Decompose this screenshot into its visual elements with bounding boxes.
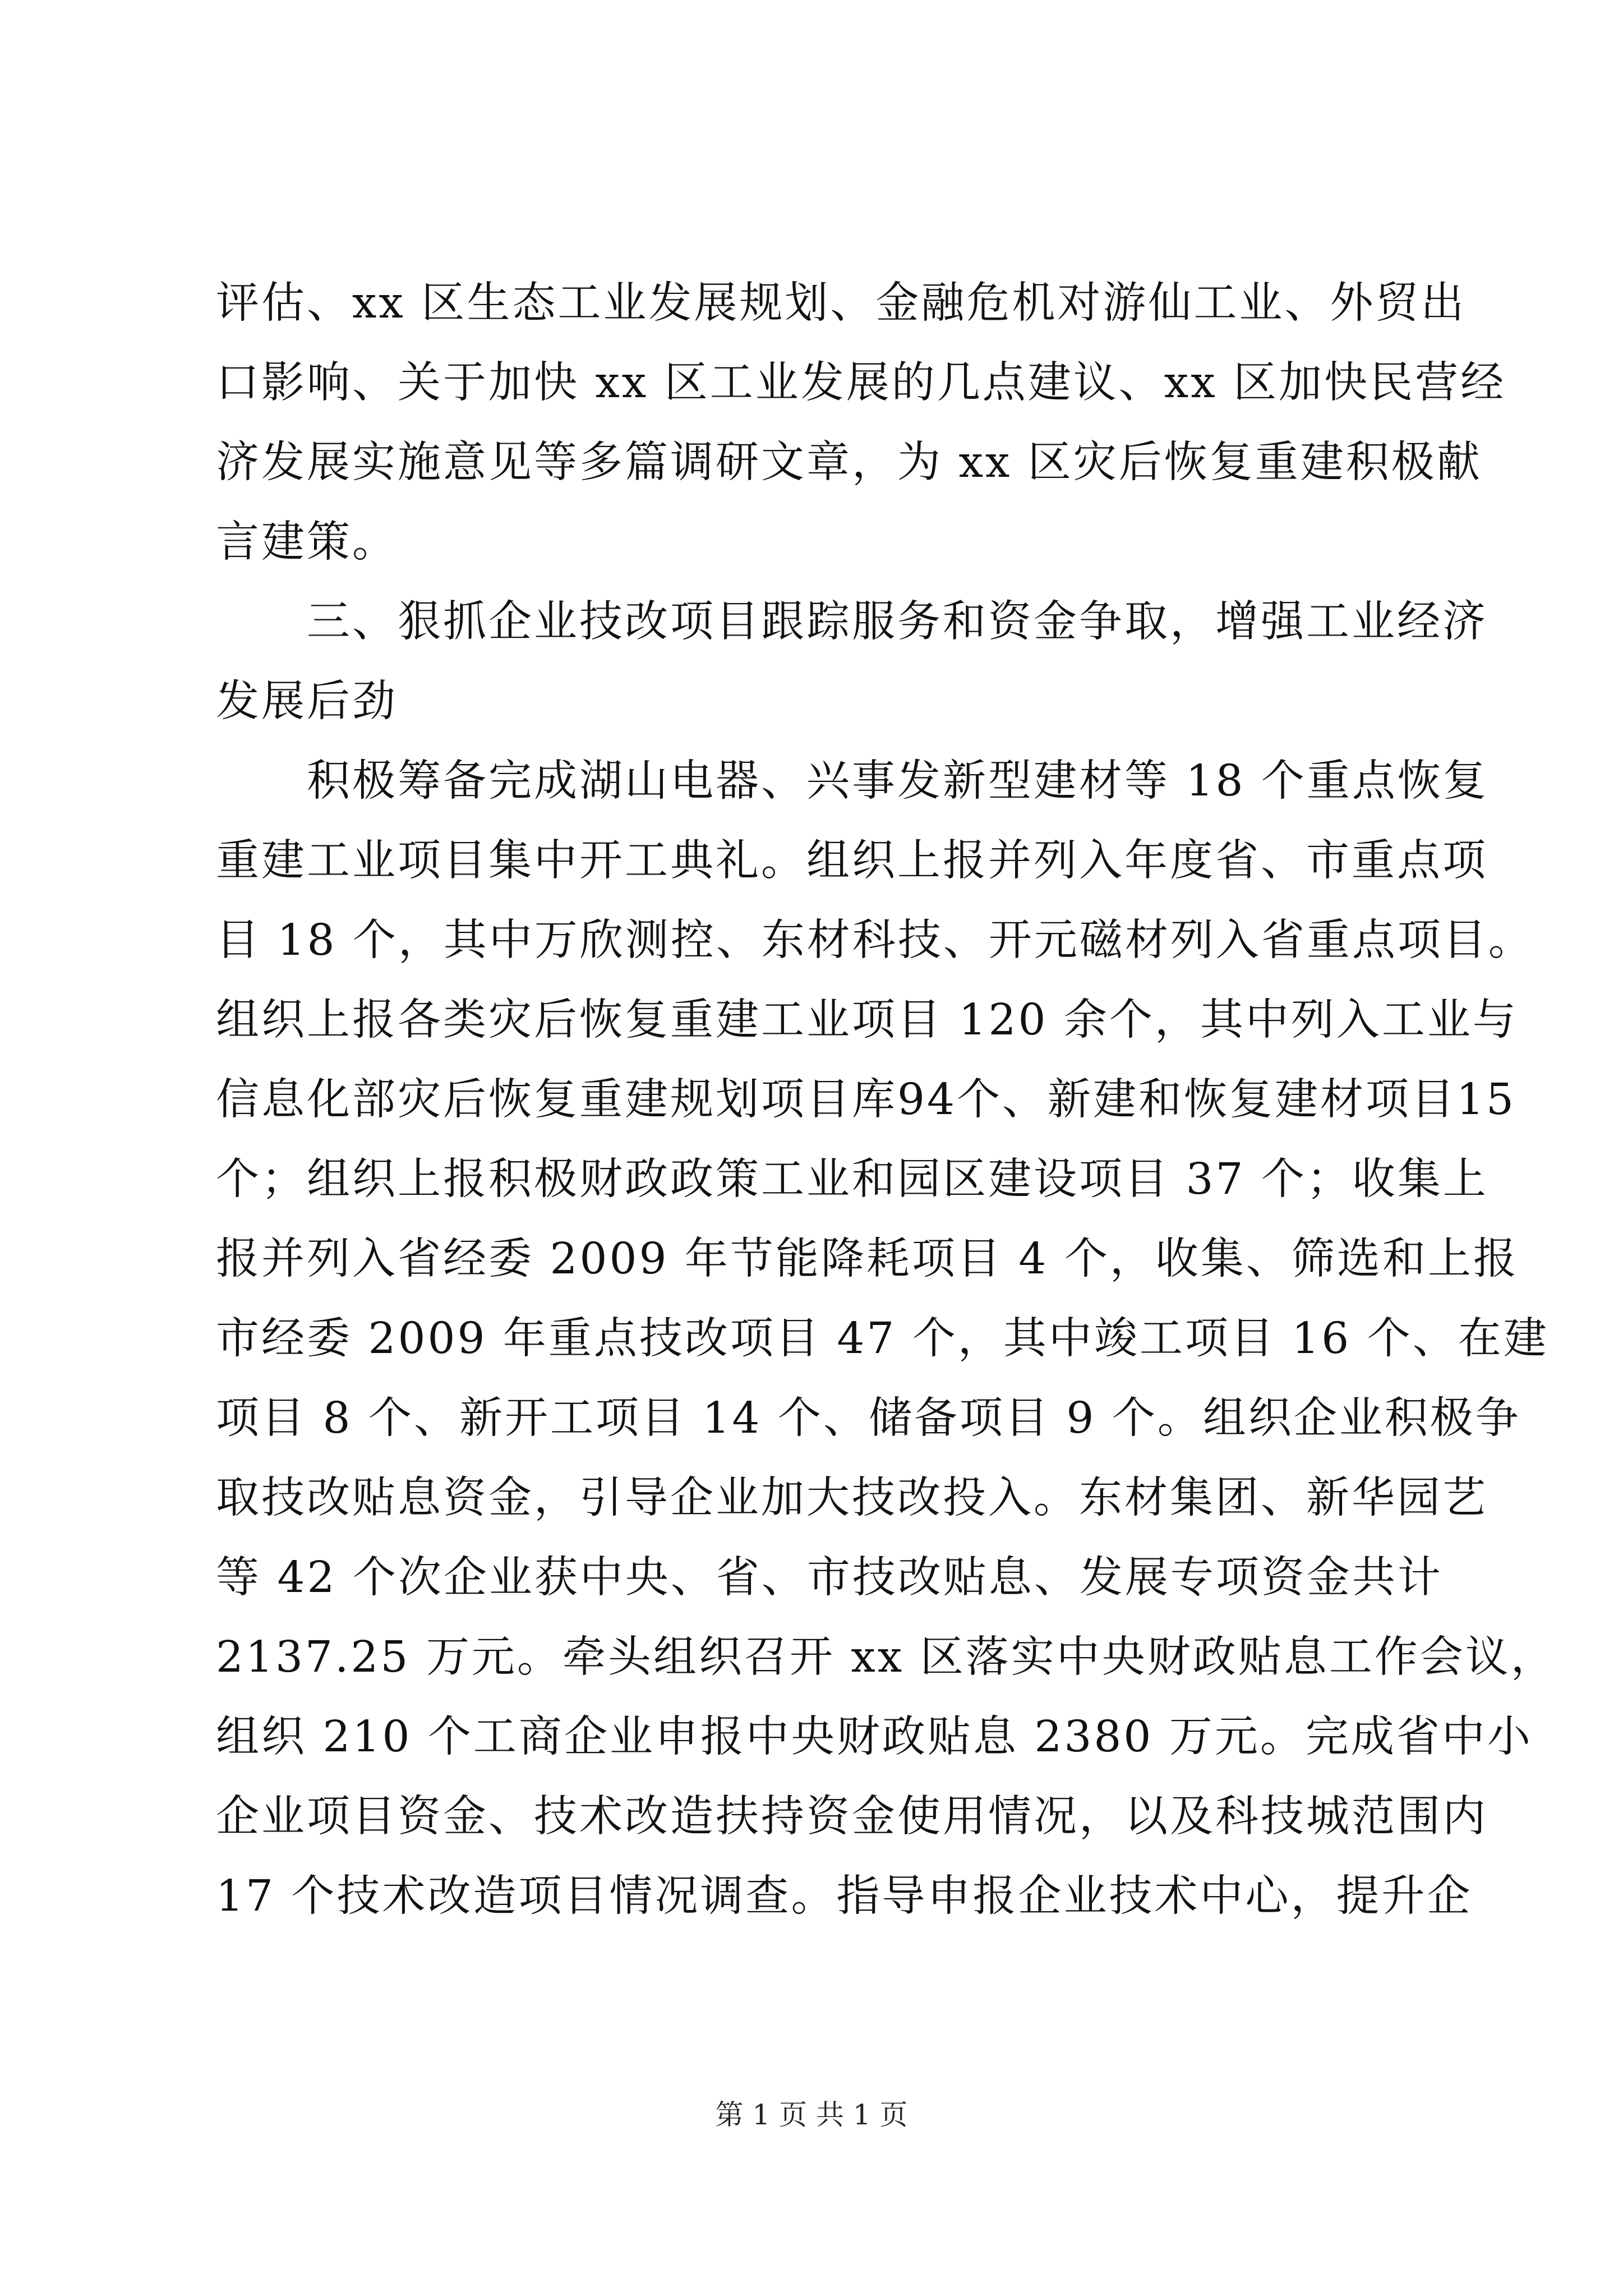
text-line: 评估、xx 区生态工业发展规划、金融危机对游仙工业、外贸出 bbox=[216, 278, 1467, 328]
text-line: 组织上报各类灾后恢复重建工业项目 120 余个，其中列入工业与 bbox=[216, 995, 1518, 1045]
text-line: 口影响、关于加快 xx 区工业发展的几点建议、xx 区加快民营经 bbox=[216, 358, 1506, 408]
text-line: 报并列入省经委 2009 年节能降耗项目 4 个，收集、筛选和上报 bbox=[216, 1234, 1519, 1284]
text-line: 积极筹备完成湖山电器、兴事发新型建材等 18 个重点恢复 bbox=[216, 756, 1488, 806]
text-line: 信息化部灾后恢复重建规划项目库94个、新建和恢复建材项目15 bbox=[216, 1075, 1516, 1125]
text-line: 组织 210 个工商企业申报中央财政贴息 2380 万元。完成省中小 bbox=[216, 1712, 1533, 1762]
text-line: 言建策。 bbox=[216, 517, 398, 567]
text-line: 17 个技术改造项目情况调查。指导申报企业技术中心，提升企 bbox=[216, 1871, 1473, 1921]
text-line: 个；组织上报积极财政政策工业和园区建设项目 37 个；收集上 bbox=[216, 1154, 1488, 1204]
page-footer: 第 1 页 共 1 页 bbox=[715, 2099, 908, 2131]
text-line: 取技改贴息资金，引导企业加大技改投入。东材集团、新华园艺 bbox=[216, 1473, 1488, 1523]
text-line: 等 42 个次企业获中央、省、市技改贴息、发展专项资金共计 bbox=[216, 1553, 1443, 1603]
text-line: 目 18 个，其中万欣测控、东材科技、开元磁材列入省重点项目。 bbox=[216, 915, 1534, 965]
text-line: 济发展实施意见等多篇调研文章，为 xx 区灾后恢复重建积极献 bbox=[216, 438, 1482, 487]
text-line: 市经委 2009 年重点技改项目 47 个，其中竣工项目 16 个、在建 bbox=[216, 1314, 1549, 1364]
text-line: 2137.25 万元。牵头组织召开 xx 区落实中央财政贴息工作会议， bbox=[216, 1632, 1556, 1682]
document-body bbox=[216, 264, 1556, 1936]
section-heading-line: 三、狠抓企业技改项目跟踪服务和资金争取，增强工业经济 bbox=[216, 597, 1488, 647]
text-line: 项目 8 个、新开工项目 14 个、储备项目 9 个。组织企业积极争 bbox=[216, 1393, 1521, 1443]
text-line: 企业项目资金、技术改造扶持资金使用情况，以及科技城范围内 bbox=[216, 1792, 1488, 1842]
section-heading-line: 发展后劲 bbox=[216, 677, 398, 726]
text-line: 重建工业项目集中开工典礼。组织上报并列入年度省、市重点项 bbox=[216, 836, 1488, 886]
